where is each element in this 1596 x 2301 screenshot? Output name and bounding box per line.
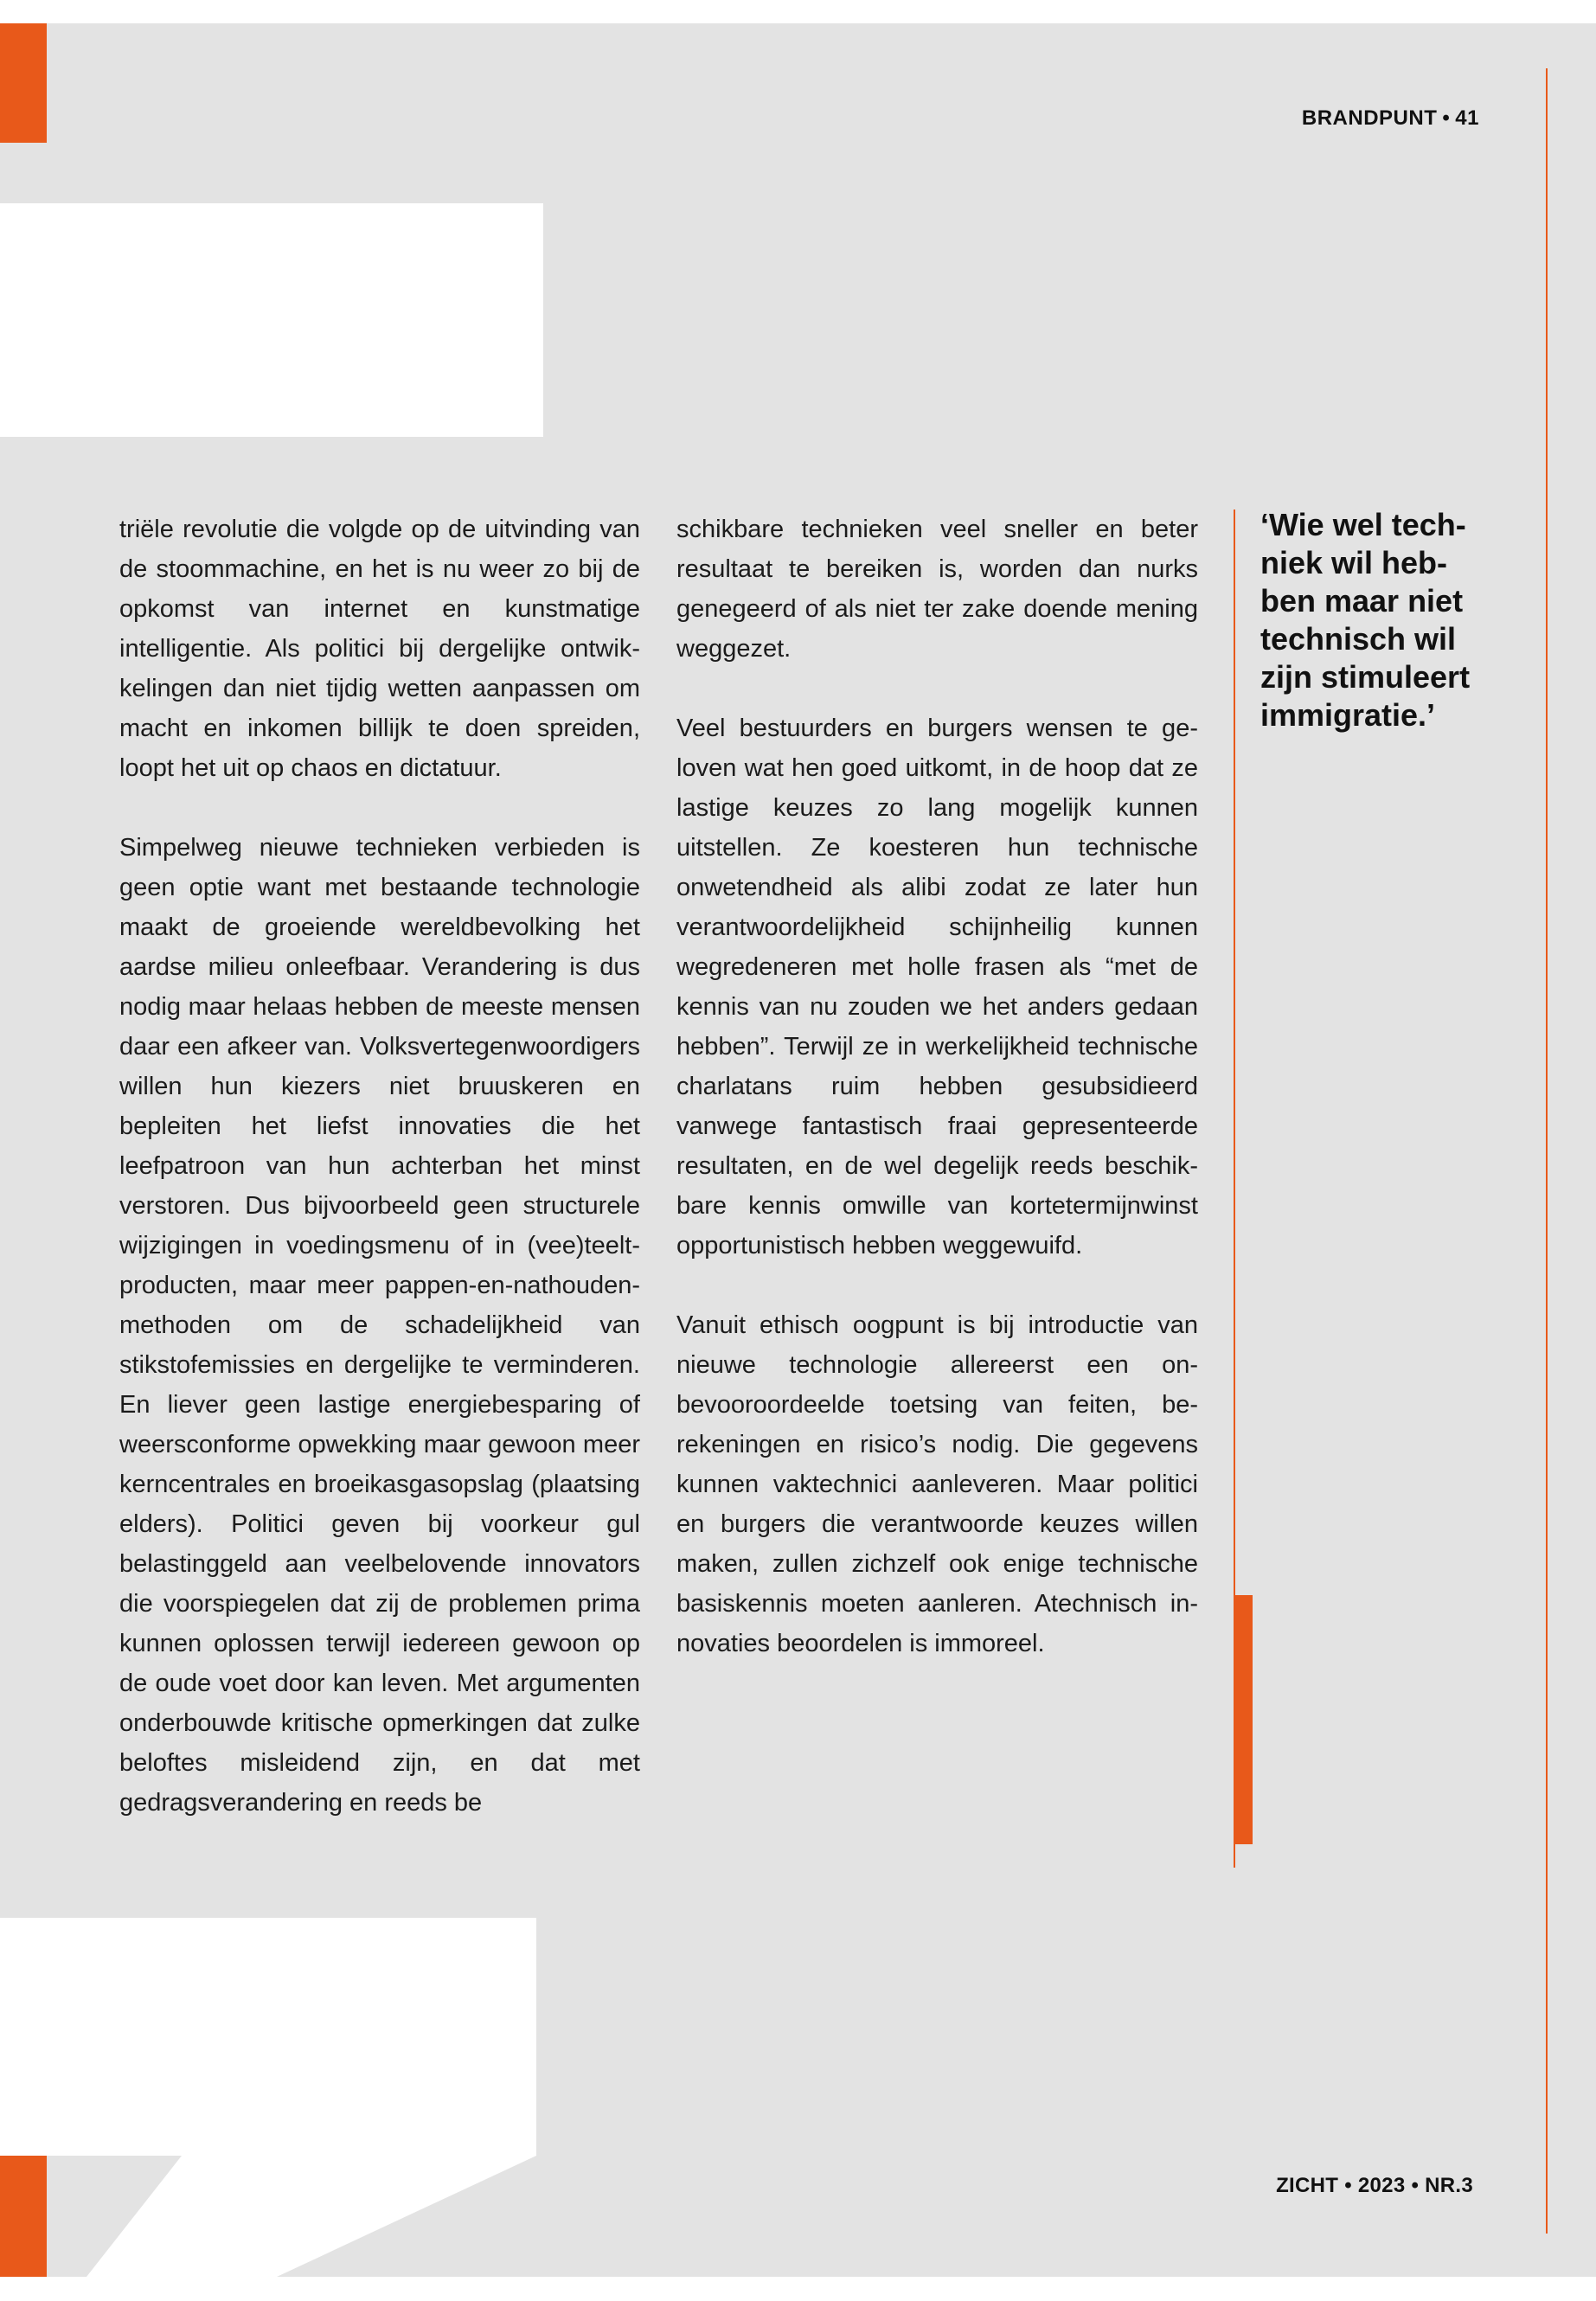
magazine-page <box>0 23 1596 2277</box>
header-separator: • <box>1442 106 1451 130</box>
paragraph: Simpelweg nieuwe technieken verbieden is geen optie want met bestaande technologie maakt de groeiende wereldbevolking het aardse milieu onleefbaar. Verandering is dus nodig maar helaas hebben de meeste mensen daar een afkeer van. Volksvertegenwoordigers willen hun kiezers niet bruuskeren en bepleiten het liefst innovaties die het leefpatroon van hun achterban het minst verstoren. Dus bijvoorbeeld geen structurele wijzigingen in voedingsmenu of in (vee)teeltproducten, maar meer pappen-en-nathouden-methoden om de schadelijkheid van stikstofemissies en dergelijke te verminderen. En liever geen lastige energiebesparing of weersconforme opwekking maar gewoon meer kerncentrales en broeikasgasopslag (plaatsing elders). Politici geven bij voorkeur gul belastinggeld aan veelbelovende innovators die voorspiegelen dat zij de problemen prima kunnen oplossen terwijl iedereen gewoon op de oude voet door kan leven. Met argumenten onderbouwde kritische opmerkingen dat zulke beloftes misleidend zijn, en dat met gedragsverandering en reeds be <box>119 834 640 1817</box>
article-column-middle <box>676 510 1198 1703</box>
article-column-left <box>119 510 640 1862</box>
accent-bar-top <box>0 23 47 143</box>
paragraph: triële revolutie die volgde op de uitvinding van de stoommachine, en het is nu weer zo bij de opkomst van internet en kunstmatige intelligentie. Als politici bij dergelijke ontwikkelingen dan niet tijdig wetten aanpassen om macht en inkomen billijk te doen spreiden, loopt het uit op chaos en dictatuur. <box>119 516 640 782</box>
paragraph: Veel bestuurders en burgers wensen te geloven wat hen goed uitkomt, in de hoop dat ze lastige keuzes zo lang mogelijk kunnen uitstellen. Ze koesteren hun technische onwetendheid als alibi zodat ze later hun verantwoordelijkheid schijnheilig kunnen wegredeneren met holle frasen als “met de kennis van nu zouden we het anders gedaan hebben”. Terwijl ze in werkelijkheid technische charlatans ruim hebben gesubsidieerd vanwege fantastisch fraai gepresenteerde resultaten, en de wel degelijk reeds beschikbare kennis omwille van kortetermijnwinst opportunistisch hebben weggewuifd. <box>676 715 1198 1259</box>
image-placeholder-bottom <box>0 1918 536 2277</box>
page-number: 41 <box>1455 106 1479 130</box>
image-placeholder-top <box>0 203 543 437</box>
paragraph: Vanuit ethisch oogpunt is bij introductie van nieuwe technologie allereerst een onbevooroordeelde toetsing van feiten, berekeningen en risico’s nodig. Die gegevens kunnen vaktechnici aanleveren. Maar politici en burgers die verantwoorde keuzes willen maken, zullen zichzelf ook enige technische basiskennis moeten aanleren. Atechnisch innovaties beoordelen is immoreel. <box>676 1311 1198 1657</box>
pullquote-rule-accent <box>1234 1595 1253 1844</box>
running-footer: ZICHT • 2023 • NR.3 <box>1276 2174 1473 2197</box>
pullquote: ‘Wie wel tech- niek wil heb- ben maar niet technisch wil zijn stimuleert immigratie.’ <box>1260 507 1471 733</box>
section-name: BRANDPUNT <box>1301 106 1438 130</box>
running-header <box>1302 106 1479 131</box>
right-margin-rule <box>1546 68 1548 2234</box>
paragraph: schikbare technieken veel sneller en beter resultaat te bereiken is, worden dan nurks genegeerd of als niet ter zake doende mening weggezet. <box>676 516 1198 663</box>
